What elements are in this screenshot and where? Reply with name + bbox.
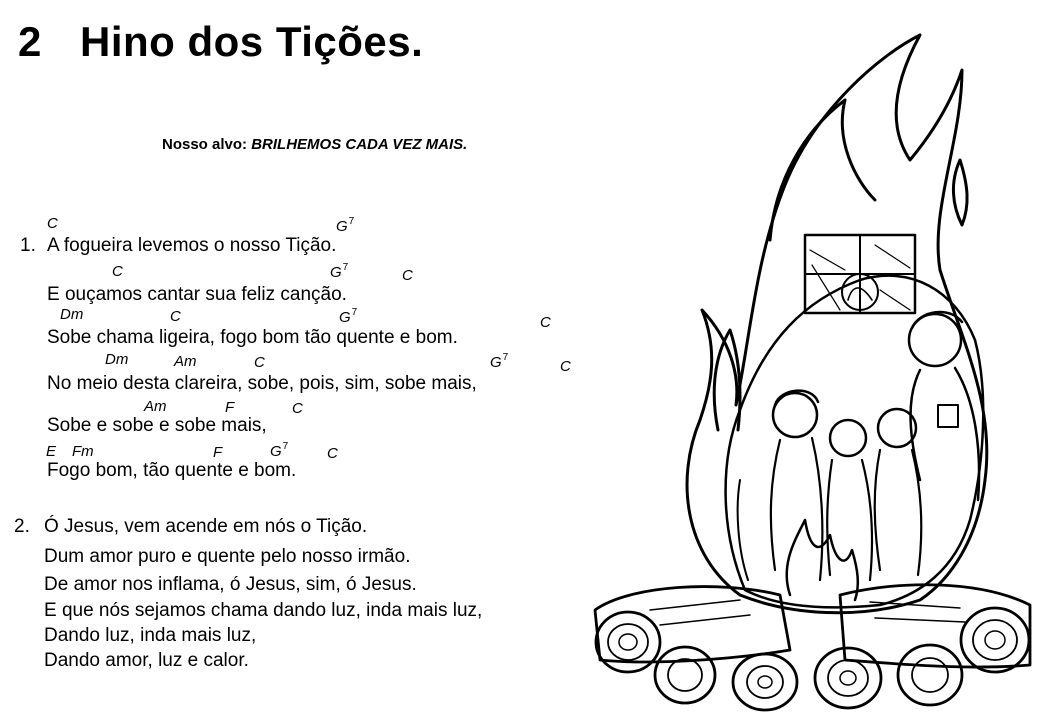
chord: Am (144, 398, 167, 415)
flame-spark-icon (953, 160, 967, 225)
chord: C (112, 263, 123, 280)
verse-2-line: Dando luz, inda mais luz, (44, 625, 257, 646)
song-title (18, 18, 423, 66)
chord: C (402, 267, 413, 284)
verse-2-line: De amor nos inflama, ó Jesus, sim, ó Jesus. (44, 574, 417, 595)
chord: $G^7$ (270, 441, 289, 460)
chord: C (292, 400, 303, 417)
verse-2-line: E que nós sejamos chama dando luz, inda mais luz, (44, 600, 483, 621)
verse-1-line: No meio desta clareira, sobe, pois, sim, sobe mais, (47, 373, 477, 394)
chord: C (170, 308, 181, 325)
chord: $G^7$ (330, 262, 349, 281)
leader-body (911, 368, 980, 500)
chord: $G^7$ (339, 307, 358, 326)
scout-head-icon (773, 393, 817, 437)
verse-1-line: Sobe e sobe e sobe mais, (47, 415, 267, 436)
chord: C (560, 358, 571, 375)
song-motto (162, 136, 467, 153)
chord: $G^7$ (336, 216, 355, 235)
chord: F (213, 444, 223, 461)
chord: Dm (60, 306, 84, 323)
chord: C (327, 445, 338, 462)
verse-1-line: E ouçamos cantar sua feliz canção. (47, 284, 347, 305)
verse-1-line: Fogo bom, tão quente e bom. (47, 460, 297, 481)
motto-text: BRILHEMOS CADA VEZ MAIS. (251, 136, 468, 153)
flame-inner-icon (770, 100, 875, 240)
verse-2-line: Dando amor, luz e calor. (44, 650, 249, 671)
verse-2-number: 2. (14, 516, 30, 537)
scout-head-icon (830, 420, 866, 456)
verse-2-line: Ó Jesus, vem acende em nós o Tição. (44, 516, 368, 537)
chord: C (540, 314, 551, 331)
flame-outer-icon (687, 35, 987, 613)
chord: Dm (105, 351, 129, 368)
song-title-text: Hino dos Tições. (80, 18, 424, 65)
chord: C (47, 215, 58, 232)
motto-label: Nosso alvo: (162, 136, 248, 153)
verse-2-line: Dum amor puro e quente pelo nosso irmão. (44, 546, 411, 567)
verse-1-line: Sobe chama ligeira, fogo bom tão quente e bom. (47, 327, 458, 348)
verse-1-number: 1. (20, 235, 36, 256)
campfire-scouts-illustration (590, 10, 1035, 715)
chord: $G^7$ (490, 352, 509, 371)
chord: Am (174, 353, 197, 370)
chord: F (225, 399, 235, 416)
chord: C (254, 354, 265, 371)
logs-icon (595, 585, 1030, 710)
song-number: 2 (18, 18, 42, 65)
chord: E (46, 443, 57, 460)
verse-1-line: A fogueira levemos o nosso Tição. (47, 235, 337, 256)
chord: Fm (72, 443, 94, 460)
